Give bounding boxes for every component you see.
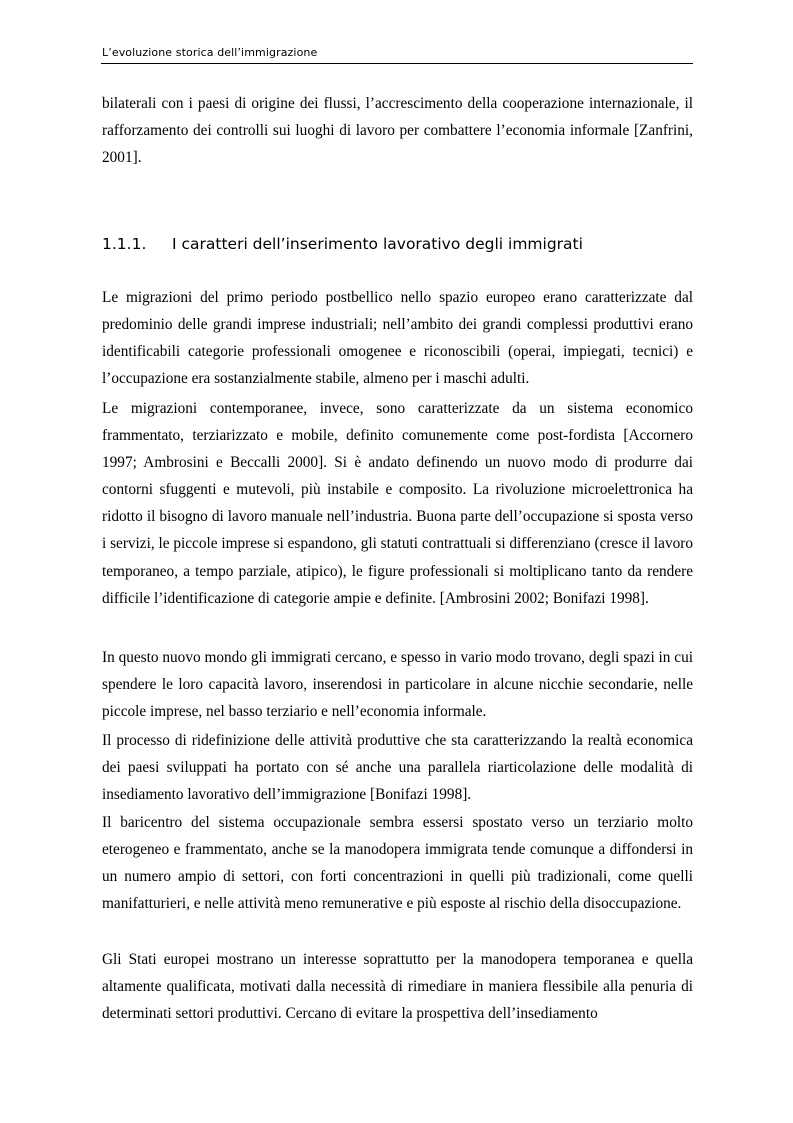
body-paragraph-6: Gli Stati europei mostrano un interesse soprattutto per la manodopera temporanea e quella altamente qualificata, motivati dalla necessità di rimediare in maniera flessibile alla penuria di determinati settori produttivi. Cercano di evitare la prospettiva dell’insediamento [102,951,693,1023]
section-heading [102,231,693,257]
body-paragraph-3: In questo nuovo mondo gli immigrati cercano, e spesso in vario modo trovano, degli spazi in cui spendere le loro capacità lavoro, inserendosi in particolare in alcune nicchie secondarie, nelle piccole imprese, nel basso terziario e nell’economia informale. [102,649,693,721]
running-header: L’evoluzione storica dell’immigrazione [102,46,318,59]
body-paragraph-4: Il processo di ridefinizione delle attività produttive che sta caratterizzando la realtà economica dei paesi sviluppati ha portato con sé anche una parallela riarticolazione delle modalità di insediamento lavorativo dell’immigrazione [Bonifazi 1998]. [102,732,693,804]
intro-paragraph: bilaterali con i paesi di origine dei flussi, l’accrescimento della cooperazione internazionale, il rafforzamento dei controlli sui luoghi di lavoro per combattere l’economia informale [Zanfrini, 2001]. [102,95,693,167]
body-paragraph-5: Il baricentro del sistema occupazionale sembra essersi spostato verso un terziario molto eterogeneo e frammentato, anche se la manodopera immigrata tende comunque a diffondersi in un numero ampio di settori, con forti concentrazioni in quelli più tradizionali, come quelli manifatturieri, e nelle attività meno remunerative e più esposte al rischio della disoccupazione. [102,814,693,913]
section-number: 1.1.1. [102,235,147,253]
header-rule [101,63,693,64]
body-paragraph-1: Le migrazioni del primo periodo postbellico nello spazio europeo erano caratterizzate dal predominio delle grandi imprese industriali; nell’ambito dei grandi complessi produttivi erano identificabili categorie professionali omogenee e riconoscibili (operai, impiegati, tecnici) e l’occupazione era sostanzialmente stabile, almeno per i maschi adulti. [102,289,693,388]
body-paragraph-2: Le migrazioni contemporanee, invece, sono caratterizzate da un sistema economico frammentato, terziarizzato e mobile, definito comunemente come post-fordista [Accornero 1997; Ambrosini e Beccalli 2000]. Si è andato definendo un nuovo modo di produrre dai contorni sfuggenti e mutevoli, più instabile e composito. La rivoluzione microelettronica ha ridotto il bisogno di lavoro manuale nell’industria. Buona parte dell’occupazione si sposta verso i servizi, le piccole imprese si espandono, gli statuti contrattuali si differenziano (cresce il lavoro temporaneo, a tempo parziale, atipico), le figure professionali si moltiplicano tanto da rendere difficile l’identificazione di categorie ampie e definite. [Ambrosini 2002; Bonifazi 1998]. [102,400,693,607]
section-title: I caratteri dell’inserimento lavorativo degli immigrati [172,235,583,253]
